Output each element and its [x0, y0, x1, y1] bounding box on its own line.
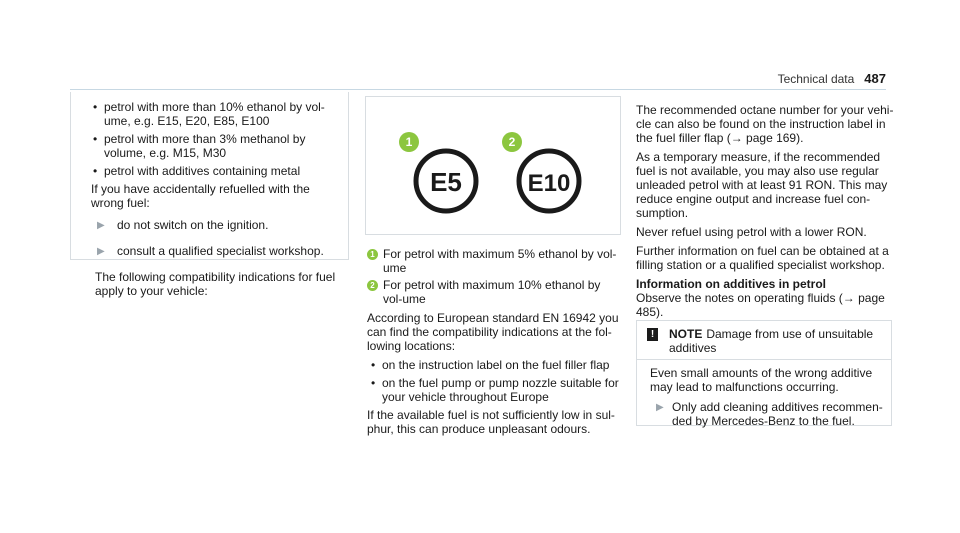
legend-text: For petrol with maximum 10% ethanol by vol-ume: [383, 278, 601, 306]
middle-text: [367, 247, 622, 441]
section-title: Technical data: [777, 72, 855, 86]
list-item: • on the instruction label on the fuel filler flap: [367, 358, 622, 372]
e5-label: E5: [430, 167, 462, 197]
warning-box: [70, 92, 349, 260]
step-text: consult a qualified specialist workshop.: [117, 244, 324, 258]
badge-1-label: 1: [405, 135, 413, 149]
legend-badge-icon: 2: [367, 280, 378, 291]
note-label: NOTE: [669, 327, 703, 341]
page-number: 487: [864, 71, 886, 86]
play-arrow-icon: ▶: [97, 246, 105, 257]
location-list: [367, 358, 622, 404]
fuel-label-figure: [365, 96, 621, 235]
step-item: [89, 244, 338, 258]
ron-paragraph: Never refuel using petrol with a lower RON.: [636, 225, 867, 239]
temporary-paragraph: As a temporary measure, if the recommended fuel is not available, you may also use regular unleaded petrol with at least 91 RON. This may reduce engine output and increase fuel con-sumption.: [636, 150, 888, 220]
list-item: • petrol with more than 10% ethanol by vol-ume, e.g. E15, E20, E85, E100: [89, 100, 338, 128]
step-text: Only add cleaning additives recommen-ded by Mercedes-Benz to the fuel.: [672, 400, 883, 428]
e10-sign-icon: [519, 151, 579, 211]
sulphur-paragraph: If the available fuel is not sufficiently low in sul-phur, this can produce unpleasant odours.: [367, 408, 615, 436]
legend-item: [367, 278, 622, 306]
further-info-paragraph: Further information on fuel can be obtained at a filling station or a qualified specialist workshop.: [636, 244, 889, 272]
legend-text: For petrol with maximum 5% ethanol by vol-ume: [383, 247, 617, 275]
note-box: [636, 320, 892, 426]
badge-1-icon: [399, 132, 419, 152]
step-item: [89, 218, 338, 232]
standard-paragraph: According to European standard EN 16942 you can find the compatibility indications at the fol-lowing locations:: [367, 311, 619, 353]
fuel-label-svg: [366, 97, 620, 234]
additives-heading: Information on additives in petrol: [636, 277, 827, 291]
play-arrow-icon: ▶: [656, 402, 664, 413]
note-body-text: Even small amounts of the wrong additive may lead to malfunctions occurring.: [650, 366, 873, 394]
note-body: [637, 360, 891, 428]
compat-intro: The following compatibility indications for fuel apply to your vehicle:: [95, 270, 336, 298]
octane-paragraph: The recommended octane number for your vehi-cle can also be found on the instruction label in the fuel filler flap (→ page 169).: [636, 103, 894, 145]
step-item: [650, 400, 883, 428]
list-item: • on the fuel pump or pump nozzle suitable for your vehicle throughout Europe: [367, 376, 622, 404]
note-header: [637, 321, 891, 360]
header-divider: [70, 89, 886, 90]
step-text: do not switch on the ignition.: [117, 218, 269, 232]
e5-sign-icon: [416, 151, 476, 211]
badge-2-label: 2: [508, 135, 516, 149]
play-arrow-icon: ▶: [97, 220, 105, 231]
operating-fluids-paragraph: Observe the notes on operating fluids (→ page 485).: [636, 291, 885, 319]
note-title: Damage from use of unsuitable additives: [669, 327, 874, 355]
list-item: • petrol with more than 3% methanol by volume, e.g. M15, M30: [89, 132, 338, 160]
e10-label: E10: [527, 170, 571, 197]
page-header: [778, 72, 886, 86]
wrong-fuel-list: [89, 100, 338, 178]
wrong-fuel-intro: If you have accidentally refuelled with the wrong fuel:: [91, 182, 310, 210]
legend-item: [367, 247, 622, 275]
exclamation-icon: !: [647, 328, 658, 341]
badge-2-icon: [502, 132, 522, 152]
legend-badge-icon: 1: [367, 249, 378, 260]
right-text: [636, 103, 894, 324]
list-item: • petrol with additives containing metal: [89, 164, 338, 178]
